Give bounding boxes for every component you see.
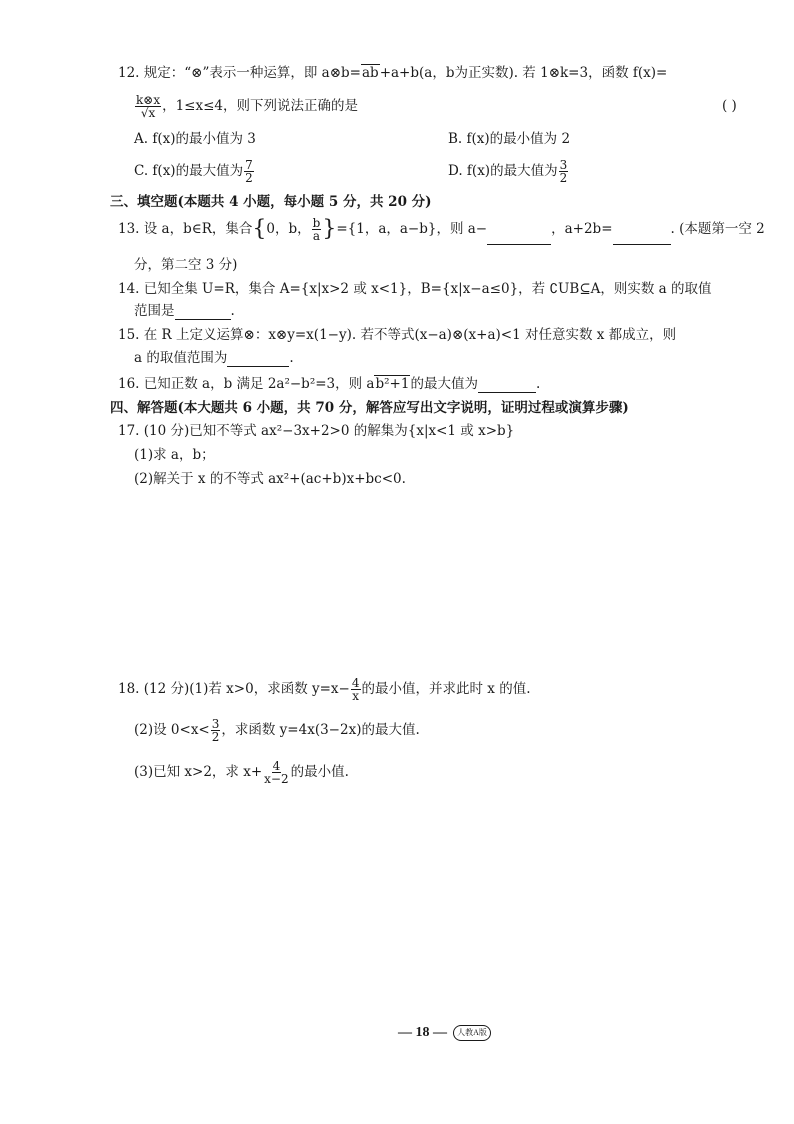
q13-frac-den: a — [312, 229, 321, 243]
q12-option-c-text: C. f(x)的最大值为 — [134, 163, 244, 179]
q13-mid: ，a+2b= — [551, 221, 613, 237]
q16-end: . — [535, 376, 541, 392]
q13-brace-close: } — [322, 216, 337, 242]
q18-part2 — [134, 714, 420, 746]
q13-blank-2[interactable] — [613, 231, 671, 245]
q12-option-c-den: 2 — [245, 171, 253, 185]
q18-part3-pre: (3)已知 x>2，求 x+ — [134, 764, 263, 780]
q15-blank[interactable] — [227, 353, 289, 367]
q13-line2: 分，第二空 3 分) — [134, 257, 238, 273]
q13-set-b: ={1，a，a−b}，则 a− — [336, 221, 488, 237]
q18-part3 — [134, 756, 349, 788]
q13-set-a: 0，b， — [266, 221, 311, 237]
q13-post: . (本题第一空 2 — [670, 221, 765, 237]
q14-text: 范围是 — [134, 303, 175, 319]
page-footer — [398, 1025, 491, 1041]
q18-part1-post: 的最小值，并求此时 x 的值. — [361, 681, 531, 697]
q12-option-a: A. f(x)的最小值为 3 — [134, 131, 256, 147]
q14-line2 — [134, 302, 235, 320]
q17-part2: (2)解关于 x 的不等式 ax²+(ac+b)x+bc<0. — [134, 471, 406, 487]
q16-blank[interactable] — [478, 379, 536, 393]
q18-part3-frac — [263, 760, 289, 785]
q12-option-c-frac — [244, 159, 254, 184]
q12-option-c — [134, 155, 255, 187]
q13-brace-open: { — [252, 216, 267, 242]
q18-part1-frac — [351, 677, 361, 702]
q13-frac-num: b — [312, 216, 321, 230]
q16-sqrt: b²+1 — [375, 376, 410, 392]
q18-part1 — [118, 673, 531, 705]
q18-part1-num: 4 — [351, 676, 360, 690]
q17-part1: (1)求 a，b； — [134, 447, 215, 463]
section-3-heading: 三、填空题(本题共 4 小题，每小题 5 分，共 20 分) — [110, 194, 432, 210]
q18-part3-post: 的最小值. — [290, 764, 349, 780]
q12-line2 — [134, 88, 358, 124]
q13-line1 — [118, 213, 765, 245]
q18-part2-num: 3 — [211, 717, 220, 731]
q18-part2-post: ，求函数 y=4x(3−2x)的最大值. — [221, 722, 420, 738]
q17-line1: 17. (10 分)已知不等式 ax²−3x+2>0 的解集为{x|x<1 或 x>b} — [118, 423, 515, 439]
q18-part3-den: x−2 — [264, 772, 289, 786]
q15-text: a 的取值范围为 — [134, 350, 228, 366]
q16-post: 的最大值为 — [410, 376, 478, 392]
q15-line2 — [134, 349, 294, 367]
q15-line1: 15. 在 R 上定义运算⊗：x⊗y=x(1−y). 若不等式(x−a)⊗(x+a)<1 对任意实数 x 都成立，则 — [118, 327, 677, 343]
page-number: — 18 — — [398, 1025, 447, 1041]
q14-blank[interactable] — [175, 306, 231, 320]
q12-frac-den: √x — [140, 106, 156, 120]
q18-part2-pre: (2)设 0<x< — [134, 722, 210, 738]
q16-line — [118, 375, 540, 393]
q18-part1-den: x — [352, 689, 360, 703]
section-4-heading: 四、解答题(本大题共 6 小题，共 70 分，解答应写出文字说明，证明过程或演算步骤) — [110, 400, 629, 416]
q18-part2-den: 2 — [211, 730, 220, 744]
q18-part3-num: 4 — [272, 759, 281, 773]
q14-line1: 14. 已知全集 U=R，集合 A={x|x>2 或 x<1}，B={x|x−a≤0}，若 ∁UB⊆A，则实数 a 的取值 — [118, 281, 712, 297]
q13-pre: 13. 设 a，b∈R，集合 — [118, 221, 253, 237]
q12-option-d — [448, 155, 569, 187]
q14-end: . — [230, 303, 235, 319]
q12-option-d-text: D. f(x)的最大值为 — [448, 163, 558, 179]
q18-part2-frac — [211, 718, 221, 743]
q12-option-d-frac — [559, 159, 569, 184]
edition-logo: 人教A版 — [453, 1025, 491, 1041]
q12-answer-paren: ( ) — [722, 98, 737, 114]
q12-option-b: B. f(x)的最小值为 2 — [448, 131, 571, 147]
q12-line1 — [118, 64, 667, 82]
q18-part1-pre: 18. (12 分)(1)若 x>0，求函数 y=x− — [118, 681, 350, 697]
q12-text-a: 12. 规定：“⊗”表示一种运算，即 a⊗b= — [118, 65, 361, 81]
q12-cond: ，1≤x≤4，则下列说法正确的是 — [162, 98, 359, 114]
q13-frac — [312, 217, 322, 242]
q12-option-d-den: 2 — [559, 171, 568, 185]
q12-text-b: +a+b(a，b为正实数). 若 1⊗k=3，函数 f(x)= — [379, 65, 668, 81]
q15-end: . — [289, 350, 294, 366]
q12-option-c-num: 7 — [245, 158, 253, 172]
q12-frac-num: k⊗x — [136, 93, 161, 107]
q12-fraction — [135, 94, 161, 119]
q16-pre: 16. 已知正数 a，b 满足 2a²−b²=3，则 a — [118, 376, 375, 392]
q13-blank-1[interactable] — [487, 231, 551, 245]
q12-sqrt: ab — [361, 65, 379, 81]
q12-option-d-num: 3 — [559, 158, 568, 172]
